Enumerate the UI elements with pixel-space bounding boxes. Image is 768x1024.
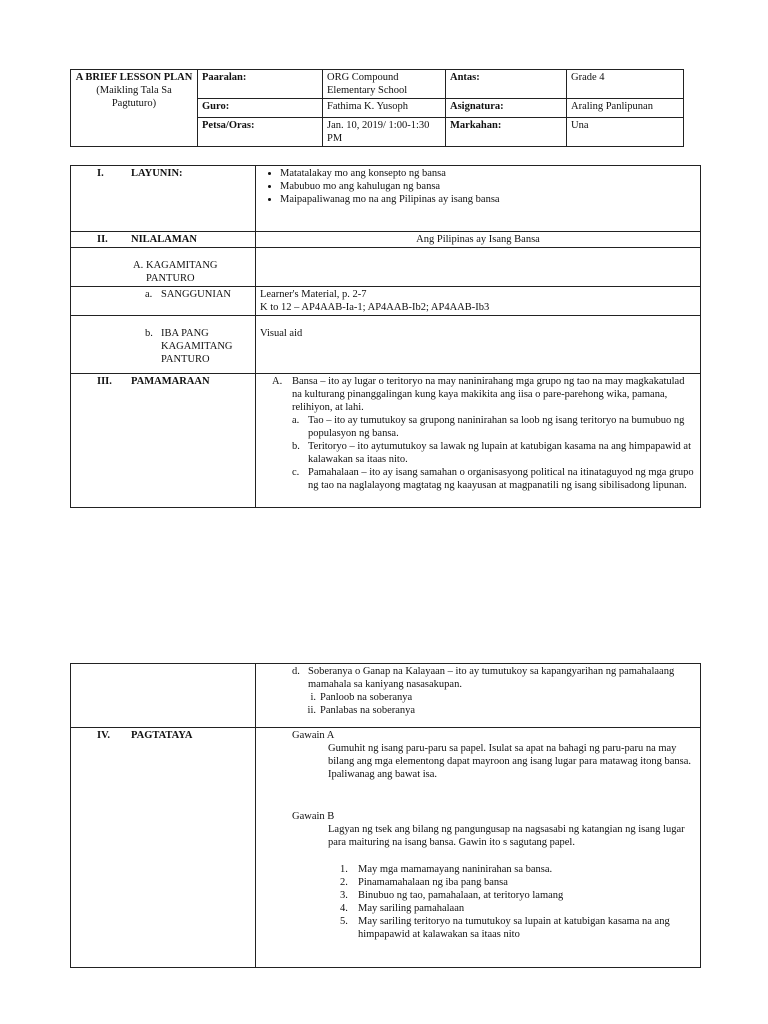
list-item bbox=[260, 665, 696, 691]
list-item: • Mabubuo mo ang kahulugan ng bansa bbox=[280, 180, 696, 193]
list-item-label: 1. bbox=[340, 864, 348, 875]
list-item-label: a. bbox=[292, 415, 300, 426]
gawain-b-text: Lagyan ng tsek ang bilang ng pangungusap na nagsasabi ng katangian ng isang lugar para maituring na isang bansa. Gawin ito s sagutang papel. bbox=[328, 824, 685, 848]
markahan-value: Una bbox=[567, 118, 684, 147]
iba-pang-label: IBA PANG KAGAMITANG PANTURO bbox=[161, 328, 233, 365]
list-item-text: Pamahalaan – ito ay isang samahan o organisasyong political na itinataguyod ng mga grupo ng tao na naglalayong magtatag ng kaayusan at magpanatili ng isang sibilisadong lipunan. bbox=[308, 467, 694, 491]
bansa-letter: A. bbox=[272, 376, 283, 387]
gawain-a-text: Gumuhit ng isang paru-paru sa papel. Isulat sa apat na bahagi ng paru-paru na may bilang ang mga elementong dapat mayroon ang isang lugar para matawag itong bansa. Ipaliwanag ang bawat isa. bbox=[328, 743, 692, 780]
list-item-text: May sariling teritoryo na tumutukoy sa lupain at katubigan kasama na ang himpapawid at kalawakan sa itaas nito bbox=[358, 916, 670, 940]
paaralan-label: Paaralan: bbox=[198, 70, 323, 99]
list-item: • Matatalakay mo ang konsepto ng bansa bbox=[280, 167, 696, 180]
petsa-label: Petsa/Oras: bbox=[198, 118, 323, 147]
list-item-label: 5. bbox=[340, 916, 348, 927]
antas-label: Antas: bbox=[446, 70, 567, 99]
list-item bbox=[260, 863, 696, 876]
list-item-text: Soberanya o Ganap na Kalayaan – ito ay tumutukoy sa kapangyarihan ng pamahalaang mamahala sa kaniyang nasasakupan. bbox=[308, 666, 675, 690]
list-item: • Maipapaliwanag mo na ang Pilipinas ay isang bansa bbox=[280, 193, 696, 206]
title-rest: (Maikling Tala Sa Pagtuturo) bbox=[96, 85, 172, 109]
nilalaman-number: II. bbox=[97, 234, 108, 245]
list-item-label: c. bbox=[292, 467, 300, 478]
layunin-heading bbox=[71, 166, 256, 232]
sanggunian-value bbox=[256, 287, 701, 316]
nilalaman-value: Ang Pilipinas ay Isang Bansa bbox=[256, 232, 701, 248]
paaralan-value: ORG Compound Elementary School bbox=[323, 70, 446, 99]
title-bold: A BRIEF LESSON PLAN bbox=[75, 72, 193, 83]
asignatura-value: Araling Panlipunan bbox=[567, 99, 684, 118]
guro-value: Fathima K. Yusoph bbox=[323, 99, 446, 118]
sanggunian-label: SANGGUNIAN bbox=[161, 289, 231, 300]
antas-value: Grade 4 bbox=[567, 70, 684, 99]
list-item-label: 3. bbox=[340, 890, 348, 901]
nilalaman-heading bbox=[71, 232, 256, 248]
markahan-label: Markahan: bbox=[446, 118, 567, 147]
iba-pang-heading bbox=[71, 316, 256, 374]
list-item-text: Binubuo ng tao, pamahalaan, at teritoryo lamang bbox=[358, 890, 564, 901]
list-item bbox=[260, 704, 696, 717]
lesson-plan-title bbox=[71, 70, 198, 147]
list-item bbox=[260, 876, 696, 889]
iba-pang-value: Visual aid bbox=[256, 316, 701, 374]
list-item-text: Panlabas na soberanya bbox=[320, 705, 416, 716]
list-item-text: Panloob na soberanya bbox=[320, 692, 413, 703]
lesson-plan-main-table bbox=[70, 165, 701, 508]
gawain-a-title: Gawain A bbox=[292, 730, 335, 741]
asignatura-label: Asignatura: bbox=[446, 99, 567, 118]
list-item bbox=[260, 902, 696, 915]
pagtataya-label: PAGTATAYA bbox=[131, 730, 193, 741]
pagtataya-number: IV. bbox=[97, 730, 110, 741]
kagamitan-label: KAGAMITANG PANTURO bbox=[146, 260, 218, 284]
list-item bbox=[260, 889, 696, 902]
kagamitan-value bbox=[256, 248, 701, 287]
kagamitan-letter: A. bbox=[133, 260, 144, 271]
gawain-b-title: Gawain B bbox=[292, 811, 335, 822]
list-item-text: May sariling pamahalaan bbox=[358, 903, 465, 914]
list-item-label: d. bbox=[292, 666, 300, 677]
layunin-content bbox=[256, 166, 701, 232]
sanggunian-heading bbox=[71, 287, 256, 316]
list-item-label: i. bbox=[310, 692, 316, 703]
pagtataya-heading bbox=[71, 728, 256, 968]
petsa-value: Jan. 10, 2019/ 1:00-1:30 PM bbox=[323, 118, 446, 147]
list-item-text: Tao – ito ay tumutukoy sa grupong naninirahan sa loob ng isang teritoryo na bumubuo ng populasyon ng bansa. bbox=[308, 415, 685, 439]
list-item-text: May mga mamamayang naninirahan sa bansa. bbox=[358, 864, 553, 875]
list-item-label: 2. bbox=[340, 877, 348, 888]
list-item bbox=[260, 466, 696, 492]
continuation-content bbox=[256, 664, 701, 728]
list-item-label: b. bbox=[292, 441, 300, 452]
sanggunian-letter: a. bbox=[145, 289, 153, 300]
pamamaraan-content bbox=[256, 374, 701, 508]
list-item-label: ii. bbox=[307, 705, 316, 716]
lesson-plan-header-table bbox=[70, 69, 684, 147]
sanggunian-line: K to 12 – AP4AAB-Ia-1; AP4AAB-Ib2; AP4AAB-Ib3 bbox=[260, 302, 490, 313]
sanggunian-line: Learner's Material, p. 2-7 bbox=[260, 289, 367, 300]
guro-label: Guro: bbox=[198, 99, 323, 118]
pamamaraan-heading bbox=[71, 374, 256, 508]
list-item bbox=[260, 691, 696, 704]
bansa-definition bbox=[260, 375, 696, 414]
layunin-list bbox=[260, 167, 696, 206]
layunin-label: LAYUNIN: bbox=[131, 168, 183, 179]
nilalaman-label: NILALAMAN bbox=[131, 234, 197, 245]
continuation-left bbox=[71, 664, 256, 728]
list-item bbox=[260, 915, 696, 941]
bansa-text: Bansa – ito ay lugar o teritoryo na may naninirahang mga grupo ng tao na may magkakatulad na kulturang pinanggalingan kung kaya makikita ang iisa o pare-parehong wika, pamana, relihiyon, at lahi. bbox=[292, 376, 685, 413]
iba-pang-letter: b. bbox=[145, 328, 153, 339]
pamamaraan-label: PAMAMARAAN bbox=[131, 376, 210, 387]
list-item bbox=[260, 414, 696, 440]
layunin-number: I. bbox=[97, 168, 104, 179]
pamamaraan-number: III. bbox=[97, 376, 112, 387]
kagamitan-heading bbox=[71, 248, 256, 287]
lesson-plan-continuation-table bbox=[70, 663, 701, 968]
list-item-label: 4. bbox=[340, 903, 348, 914]
list-item-text: Pinamamahalaan ng iba pang bansa bbox=[358, 877, 508, 888]
list-item bbox=[260, 440, 696, 466]
list-item-text: Teritoryo – ito aytumutukoy sa lawak ng lupain at katubigan kasama na ang himpapawid at kalawakan sa itaas nito. bbox=[308, 441, 691, 465]
pagtataya-content bbox=[256, 728, 701, 968]
